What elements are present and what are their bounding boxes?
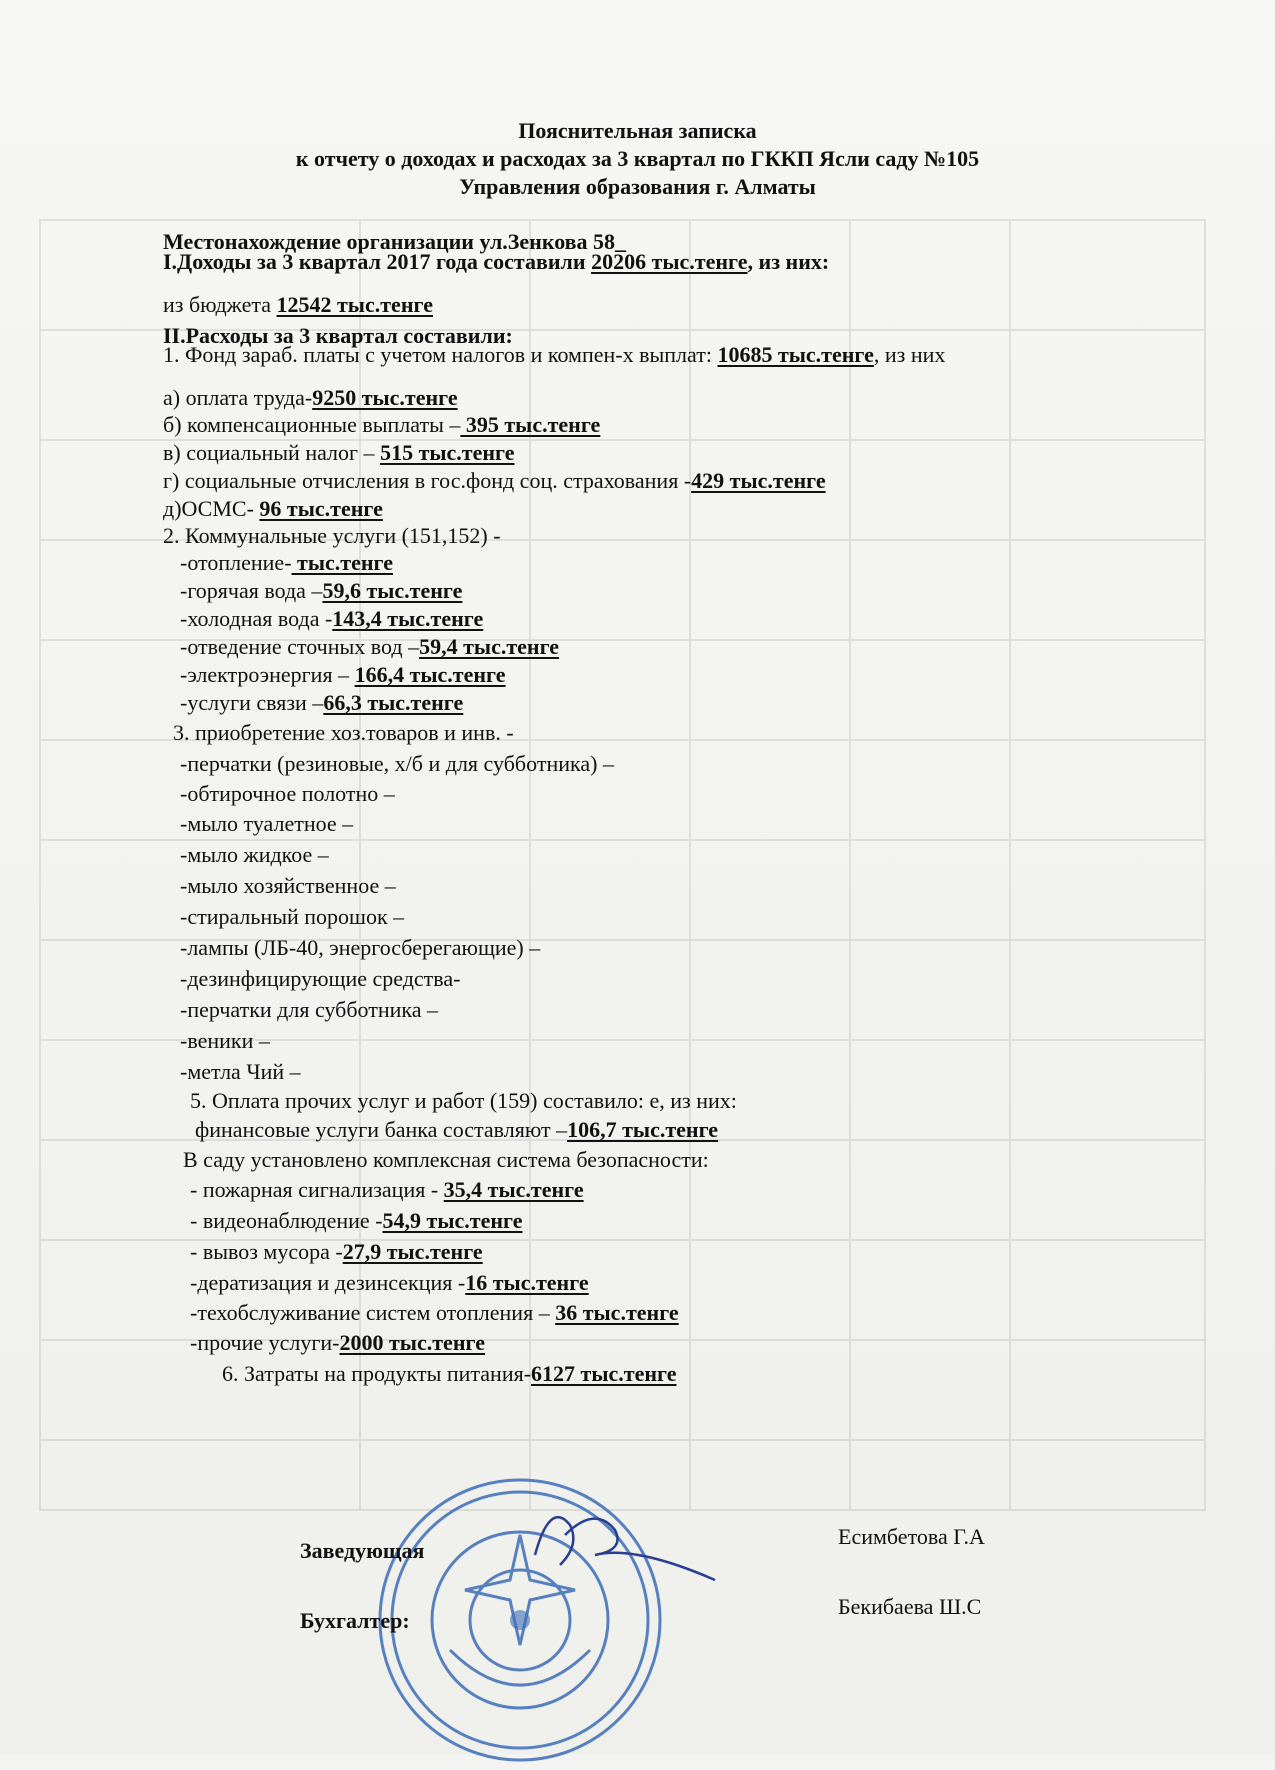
- budget-label: из бюджета: [163, 292, 277, 317]
- security-item-label: -прочие услуги-: [190, 1330, 340, 1355]
- bank-label: финансовые услуги банка составляют –: [195, 1117, 568, 1142]
- utility-item-value: тыс.тенге: [291, 550, 393, 575]
- income-budget-line: [163, 292, 433, 318]
- security-item: [190, 1239, 483, 1265]
- utilities-heading: 2. Коммунальные услуги (151,152) -: [163, 523, 501, 548]
- security-item-value: 2000 тыс.тенге: [339, 1330, 485, 1355]
- goods-item: -дезинфицирующие средства-: [180, 966, 461, 991]
- payroll-item-value: 429 тыс.тенге: [691, 468, 826, 493]
- goods-item: -мыло туалетное –: [180, 811, 354, 836]
- goods-item: -метла Чий –: [180, 1059, 301, 1084]
- head-name: Есимбетова Г.А: [838, 1524, 985, 1549]
- payroll-item-label: а) оплата труда-: [163, 385, 313, 410]
- income-suffix: , из них:: [747, 249, 830, 274]
- security-item: [190, 1177, 584, 1203]
- food-line: [222, 1361, 677, 1387]
- income-heading-label: I.Доходы за 3 квартал 2017 года составили: [163, 249, 592, 274]
- utility-item-label: -горячая вода –: [180, 578, 323, 603]
- food-label: 6. Затраты на продукты питания-: [222, 1361, 532, 1386]
- security-item: [190, 1300, 679, 1326]
- utility-item: [180, 690, 463, 716]
- utility-item: [180, 550, 393, 576]
- goods-item: -мыло жидкое –: [180, 842, 329, 867]
- director-signature: [525, 1495, 725, 1585]
- utility-item-value: 143,4 тыс.тенге: [332, 606, 484, 631]
- utility-item: [180, 662, 506, 688]
- security-item-value: 16 тыс.тенге: [465, 1270, 589, 1295]
- payroll-item: [163, 468, 826, 494]
- utility-item-label: -холодная вода -: [180, 606, 333, 631]
- utility-item-value: 66,3 тыс.тенге: [323, 690, 464, 715]
- goods-item: -стиральный порошок –: [180, 904, 405, 929]
- bank-value: 106,7 тыс.тенге: [567, 1117, 719, 1142]
- security-item-label: - вывоз мусора -: [190, 1239, 343, 1264]
- security-item-value: 27,9 тыс.тенге: [342, 1239, 483, 1264]
- security-item-label: -техобслуживание систем отопления –: [190, 1300, 556, 1325]
- location-line: Местонахождение организации ул.Зенкова 58_: [163, 229, 627, 254]
- payroll-item: [163, 412, 600, 438]
- payroll-item-label: г) социальные отчисления в гос.фонд соц. страхования -: [163, 468, 692, 493]
- security-heading: В саду установлено комплексная система безопасности:: [183, 1147, 709, 1172]
- payroll-item-value: 96 тыс.тенге: [259, 496, 383, 521]
- goods-item: -лампы (ЛБ-40, энергосберегающие) –: [180, 935, 541, 960]
- payroll-item: [163, 496, 383, 522]
- utility-item-label: -услуги связи –: [180, 690, 324, 715]
- bank-line: [195, 1117, 718, 1143]
- goods-heading: 3. приобретение хоз.товаров и инв. -: [173, 720, 514, 745]
- payroll-item-value: 9250 тыс.тенге: [312, 385, 458, 410]
- payroll-item: [163, 385, 458, 411]
- payroll-line: [163, 342, 945, 368]
- security-item: [190, 1330, 485, 1356]
- payroll-item-value: 515 тыс.тенге: [380, 440, 515, 465]
- head-label: Заведующая: [300, 1538, 425, 1563]
- security-item-label: -дератизация и дезинсекция -: [190, 1270, 466, 1295]
- utility-item: [180, 606, 483, 632]
- security-item: [190, 1270, 589, 1296]
- document-title: Пояснительная записка: [518, 118, 757, 143]
- document-subtitle: к отчету о доходах и расходах за 3 квартал по ГККП Ясли саду №105: [295, 146, 980, 171]
- security-item: [190, 1208, 523, 1234]
- utility-item: [180, 578, 462, 604]
- goods-item: -обтирочное полотно –: [180, 781, 395, 806]
- goods-item: -веники –: [180, 1028, 270, 1053]
- expenses-heading: II.Расходы за 3 квартал составили:: [163, 323, 513, 348]
- payroll-value: 10685 тыс.тенге: [717, 342, 874, 367]
- accountant-label: Бухгалтер:: [300, 1608, 410, 1633]
- utility-item-label: -электроэнергия –: [180, 662, 355, 687]
- payroll-item-label: в) социальный налог –: [163, 440, 381, 465]
- budget-value: 12542 тыс.тенге: [276, 292, 433, 317]
- payroll-item-label: д)ОСМС-: [163, 496, 260, 521]
- security-item-value: 35,4 тыс.тенге: [443, 1177, 584, 1202]
- utility-item-value: 59,6 тыс.тенге: [322, 578, 463, 603]
- income-heading: [163, 249, 829, 275]
- security-item-value: 54,9 тыс.тенге: [382, 1208, 523, 1233]
- utility-item-value: 59,4 тыс.тенге: [419, 634, 560, 659]
- payroll-label: 1. Фонд зараб. платы с учетом налогов и компен-х выплат:: [163, 342, 718, 367]
- goods-item: -перчатки для субботника –: [180, 997, 439, 1022]
- income-total: 20206 тыс.тенге: [591, 249, 748, 274]
- goods-item: -перчатки (резиновые, х/б и для субботника) –: [180, 751, 614, 776]
- security-item-value: 36 тыс.тенге: [555, 1300, 679, 1325]
- payroll-suffix: , из них: [873, 342, 946, 367]
- security-item-label: - пожарная сигнализация -: [190, 1177, 444, 1202]
- security-item-label: - видеонаблюдение -: [190, 1208, 383, 1233]
- payroll-item-value: 395 тыс.тенге: [460, 412, 601, 437]
- organization-name: Управления образования г. Алматы: [459, 174, 816, 199]
- utility-item: [180, 634, 559, 660]
- utility-item-value: 166,4 тыс.тенге: [354, 662, 506, 687]
- services-heading: 5. Оплата прочих услуг и работ (159) составило: е, из них:: [190, 1088, 737, 1113]
- utility-item-label: -отопление-: [180, 550, 292, 575]
- accountant-name: Бекибаева Ш.С: [838, 1594, 982, 1619]
- utility-item-label: -отведение сточных вод –: [180, 634, 420, 659]
- goods-item: -мыло хозяйственное –: [180, 873, 396, 898]
- food-value: 6127 тыс.тенге: [531, 1361, 677, 1386]
- payroll-item-label: б) компенсационные выплаты –: [163, 412, 461, 437]
- payroll-item: [163, 440, 515, 466]
